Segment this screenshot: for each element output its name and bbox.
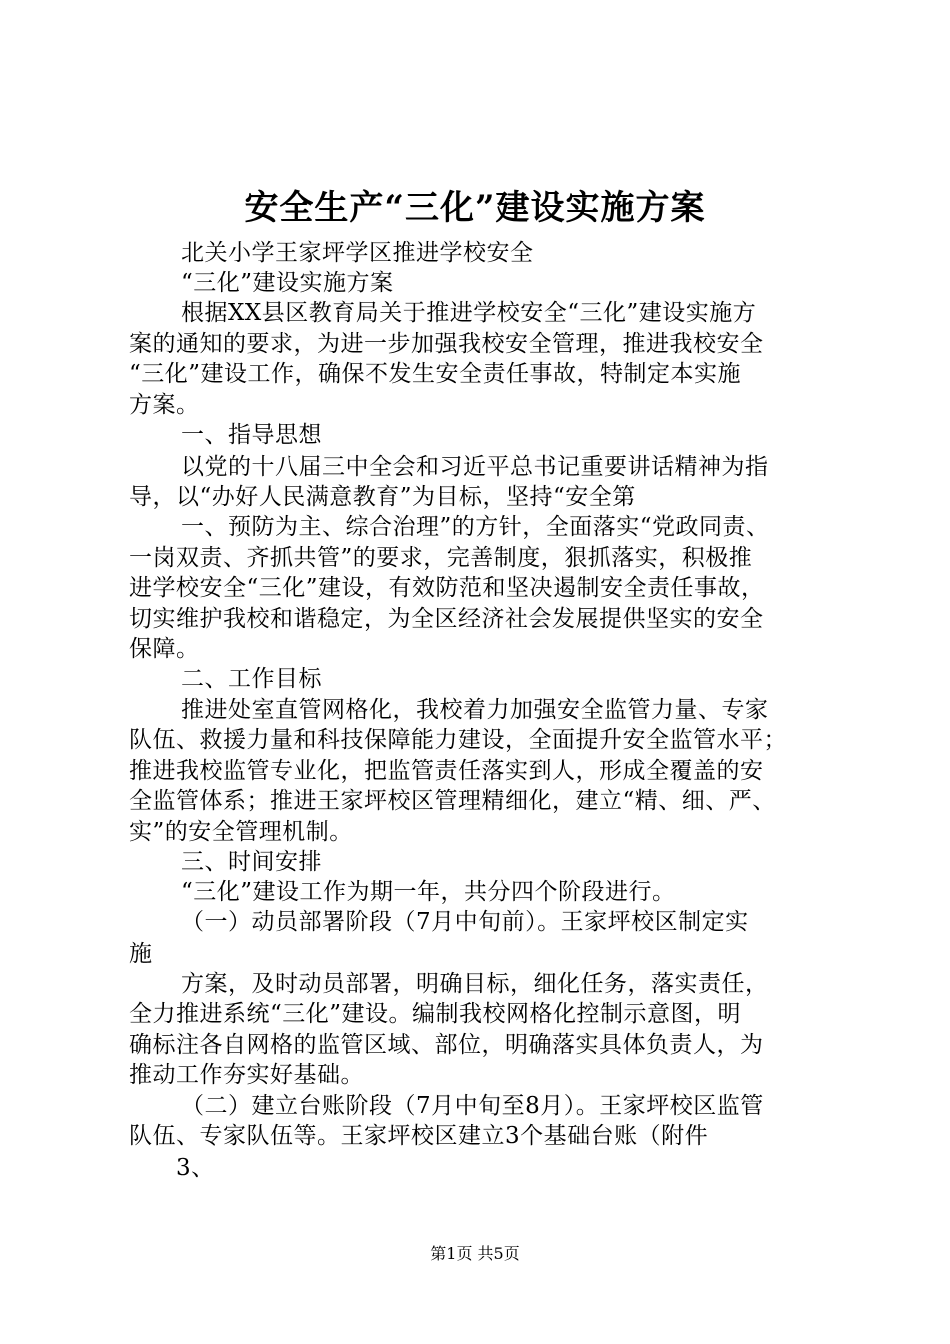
body-line: 北关小学王家坪学区推进学校安全 — [181, 240, 534, 266]
body-line: （一）动员部署阶段（7月中旬前）。王家坪校区制定实 — [181, 909, 749, 935]
body-line: 进学校安全“三化”建设，有效防范和坚决遏制安全责任事故， — [129, 575, 765, 601]
body-line: 确标注各自网格的监管区域、部位，明确落实具体负责人，为 — [129, 1032, 764, 1058]
body-line: 实”的安全管理机制。 — [129, 819, 353, 845]
body-line: 根据XX县区教育局关于推进学校安全“三化”建设实施方 — [181, 300, 757, 326]
page-footer: 第1页 共5页 — [430, 1244, 520, 1263]
body-line: 以党的十八届三中全会和习近平总书记重要讲话精神为指 — [181, 454, 769, 480]
body-line: 施 — [129, 941, 153, 967]
document-title: 安全生产“三化”建设实施方案 — [244, 188, 706, 228]
body-line: “三化”建设工作为期一年，共分四个阶段进行。 — [181, 879, 676, 905]
body-line: 导，以“办好人民满意教育”为目标，坚持“安全第 — [129, 484, 636, 510]
body-line: 保障。 — [129, 636, 200, 662]
body-line: （二）建立台账阶段（7月中旬至8月）。王家坪校区监管 — [181, 1093, 764, 1119]
body-line: 全力推进系统“三化”建设。编制我校网格化控制示意图，明 — [129, 1001, 742, 1027]
body-line: 切实维护我校和谐稳定，为全区经济社会发展提供坚实的安全 — [129, 606, 764, 632]
body-line: 方案。 — [129, 392, 200, 418]
body-line: 队伍、救援力量和科技保障能力建设，全面提升安全监管水平； — [129, 727, 787, 753]
body-line: 推进处室直管网格化，我校着力加强安全监管力量、专家 — [181, 697, 769, 723]
body-line: 队伍、专家队伍等。王家坪校区建立3个基础台账（附件 — [129, 1123, 709, 1149]
body-line: 3、 — [176, 1155, 215, 1181]
body-line: 推进我校监管专业化，把监管责任落实到人，形成全覆盖的安 — [129, 758, 764, 784]
body-line: 一岗双责、齐抓共管”的要求，完善制度，狠抓落实，积极推 — [129, 545, 753, 571]
body-line: “三化”建设实施方案 — [181, 270, 394, 296]
body-line: 方案，及时动员部署，明确目标，细化任务，落实责任， — [181, 971, 769, 997]
body-line: 二、工作目标 — [181, 666, 322, 692]
body-line: 案的通知的要求，为进一步加强我校安全管理，推进我校安全 — [129, 331, 764, 357]
body-line: 一、指导思想 — [181, 422, 322, 448]
body-line: 推动工作夯实好基础。 — [129, 1062, 364, 1088]
body-line: “三化”建设工作，确保不发生安全责任事故，特制定本实施 — [129, 361, 742, 387]
body-line: 三、时间安排 — [181, 849, 322, 875]
body-line: 一、预防为主、综合治理”的方针，全面落实“党政同责、 — [181, 514, 770, 540]
body-line: 全监管体系；推进王家坪校区管理精细化，建立“精、细、严、 — [129, 788, 776, 814]
